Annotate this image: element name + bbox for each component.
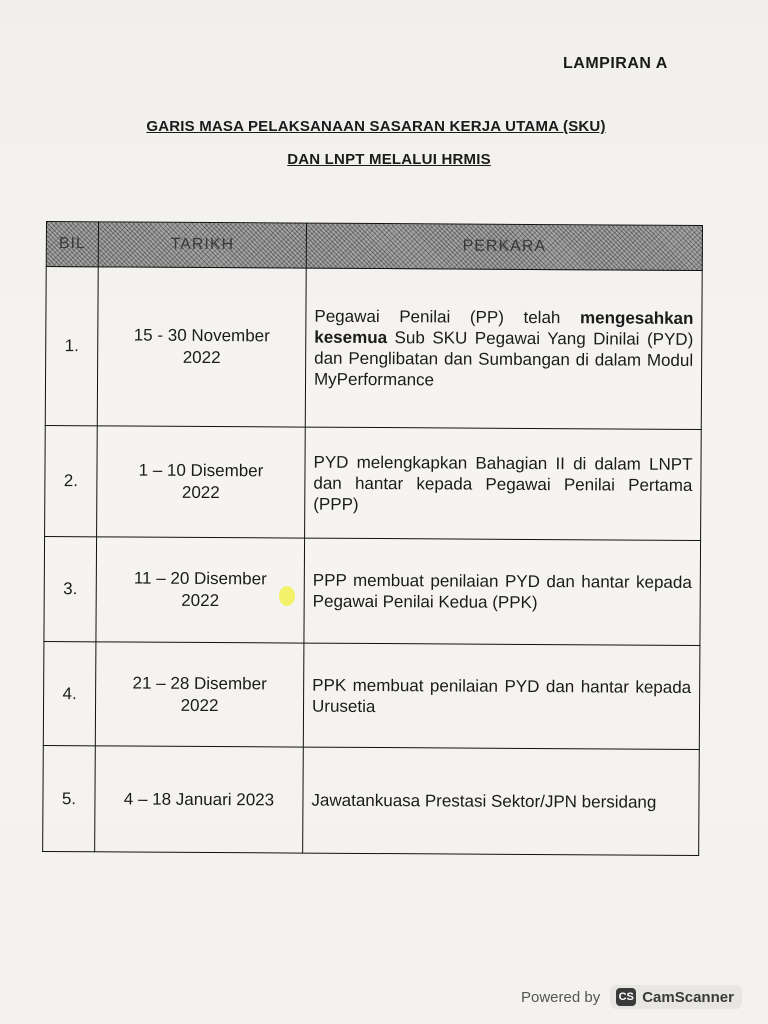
row-number: 3. [44,536,97,641]
row-date [97,426,306,538]
table-row [45,267,702,430]
date-line-2: 2022 [181,590,220,611]
row-description [305,268,702,429]
camscanner-watermark [521,985,742,1009]
date-line-2: 2022 [180,695,219,715]
row-date [96,537,305,643]
description-text-continued: Sub SKU Pegawai Yang Dinilai (PYD) dan Penglibatan dan Sumbangan di dalam Modul MyPerformance [313,328,694,390]
description-text: Pegawai Penilai (PP) telah [314,306,561,328]
row-number: 1. [45,267,98,426]
table-row [43,745,700,855]
row-description [304,538,701,645]
description-text: PPK membuat penilaian PYD dan hantar kepada Urusetia [311,675,692,716]
table-row [44,536,701,645]
column-header-tarikh: TARIKH [98,222,306,268]
timeline-table [42,221,703,856]
document-title-line-1: GARIS MASA PELAKSANAAN SASARAN KERJA UTAMA (SKU) [146,118,606,135]
camscanner-brand: CamScanner [642,988,734,1006]
highlighter-stain [279,586,295,606]
column-header-bil: BIL [46,222,98,267]
table-row [45,425,702,540]
lampiran-label: LAMPIRAN A [563,55,668,72]
description-text: PYD melengkapkan Bahagian II di dalam LNPT dan hantar kepada Pegawai Penilai Pertama (PPP) [313,452,693,514]
date-line-2: 2022 [181,482,220,503]
camscanner-logo [610,985,742,1009]
date-line-1: 1 – 10 Disember [138,460,264,481]
table-row [43,641,700,749]
date-line-2: 2022 [182,347,221,368]
date-line-1: 4 – 18 Januari 2023 [123,788,275,809]
date-line-1: 15 - 30 November [133,325,270,346]
row-number: 2. [45,425,98,536]
description-text: PPP membuat penilaian PYD dan hantar kepada Pegawai Penilai Kedua (PPK) [312,570,692,613]
column-header-perkara: PERKARA [306,223,702,270]
row-date [97,267,306,427]
document-title-line-2: DAN LNPT MELALUI HRMIS [287,151,491,168]
row-date [95,746,304,853]
description-bold-text: mengesahkan kesemua [314,308,694,348]
row-number: 4. [43,641,96,745]
camscanner-icon: CS [616,988,636,1006]
row-description [305,427,702,540]
powered-by-text: Powered by [521,988,601,1006]
description-text: Jawatankuasa Prestasi Sektor/JPN bersidang [311,790,657,812]
row-description [303,747,700,855]
table-header-row [46,222,702,271]
row-description [303,643,700,749]
row-date [95,642,304,747]
date-line-1: 21 – 28 Disember [132,673,267,693]
date-line-1: 11 – 20 Disember [133,568,267,589]
row-number: 5. [43,745,96,851]
